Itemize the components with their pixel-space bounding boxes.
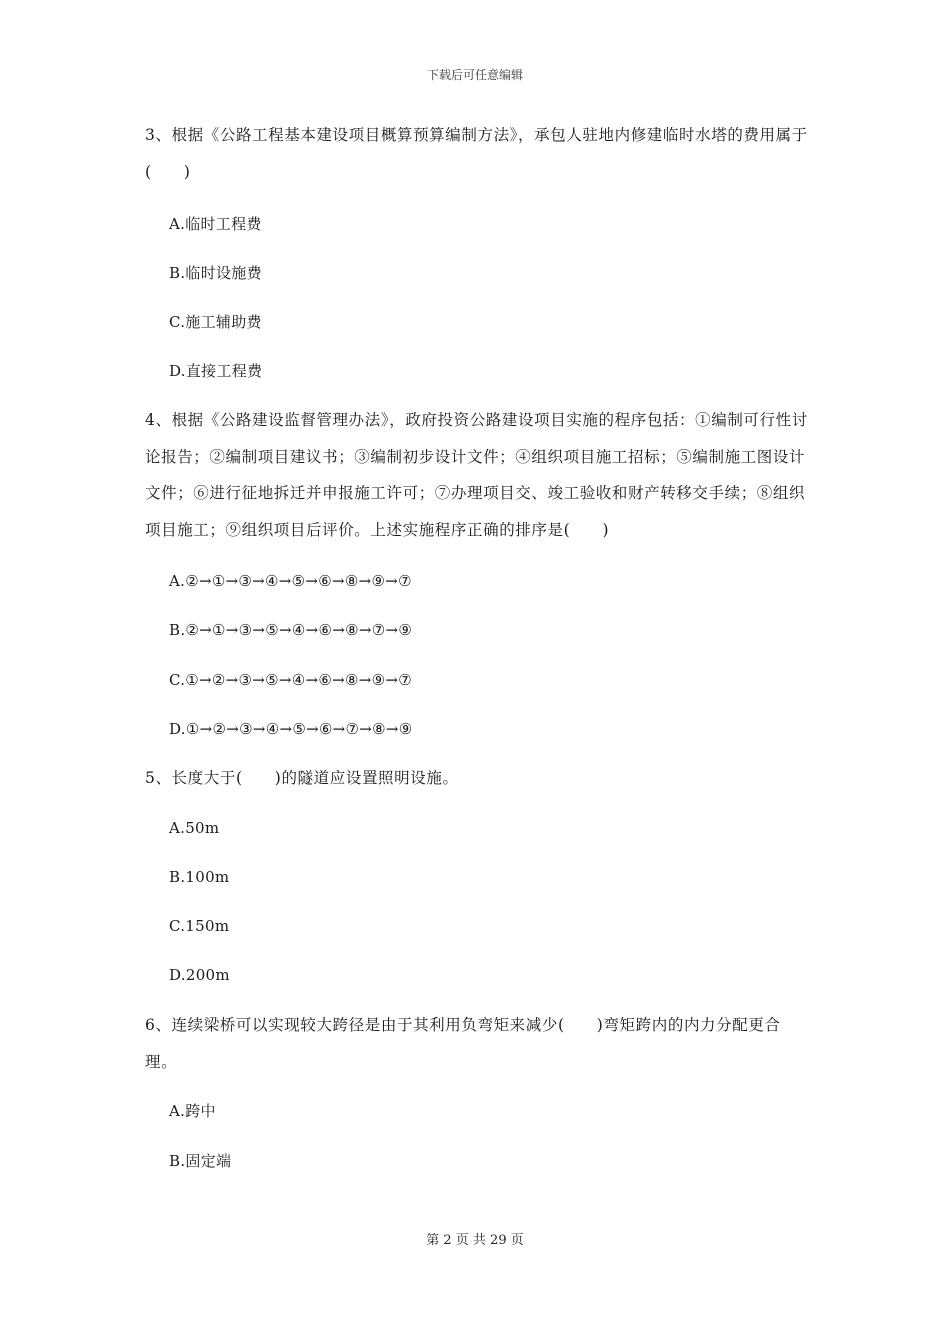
question-3-stem: 3、根据《公路工程基本建设项目概算预算编制方法》，承包人驻地内修建临时水塔的费用属于( ) [145,126,808,181]
question-6-stem: 6、连续梁桥可以实现较大跨径是由于其利用负弯矩来减少( )弯矩跨内的内力分配更合理。 [145,1016,781,1071]
question-3-option-c: C.施工辅助费 [169,313,262,331]
question-5-option-c: C.150m [169,917,230,935]
question-4-option-c: C.①→②→③→⑤→④→⑥→⑧→⑨→⑦ [169,671,412,689]
question-5-stem: 5、长度大于( )的隧道应设置照明设施。 [145,769,459,787]
question-3-option-a: A.临时工程费 [169,215,262,233]
question-6-option-b: B.固定端 [169,1152,232,1170]
question-5-option-a: A.50m [169,819,220,837]
question-4-stem: 4、根据《公路建设监督管理办法》，政府投资公路建设项目实施的程序包括：①编制可行性讨论报告；②编制项目建议书；③编制初步设计文件；④组织项目施工招标；⑤编制施工图设计文件；⑥进行征地拆迁并申报施工许可；⑦办理项目交、竣工验收和财产转移交手续；⑧组织项目施工；⑨组织项目后评价。上述实施程序正确的排序是( ) [145,411,808,539]
question-4-option-d: D.①→②→③→④→⑤→⑥→⑦→⑧→⑨ [169,720,413,738]
page-header: 下载后可任意编辑 [426,68,523,82]
question-5-option-b: B.100m [169,868,230,886]
page-footer: 第 2 页 共 29 页 [426,1233,524,1248]
question-4-option-b: B.②→①→③→⑤→④→⑥→⑧→⑦→⑨ [169,621,413,639]
question-5-option-d: D.200m [169,966,230,984]
question-6-option-a: A.跨中 [169,1102,216,1120]
question-3-option-b: B.临时设施费 [169,264,262,282]
question-4-option-a: A.②→①→③→④→⑤→⑥→⑧→⑨→⑦ [169,572,412,590]
question-3-option-d: D.直接工程费 [169,362,263,380]
